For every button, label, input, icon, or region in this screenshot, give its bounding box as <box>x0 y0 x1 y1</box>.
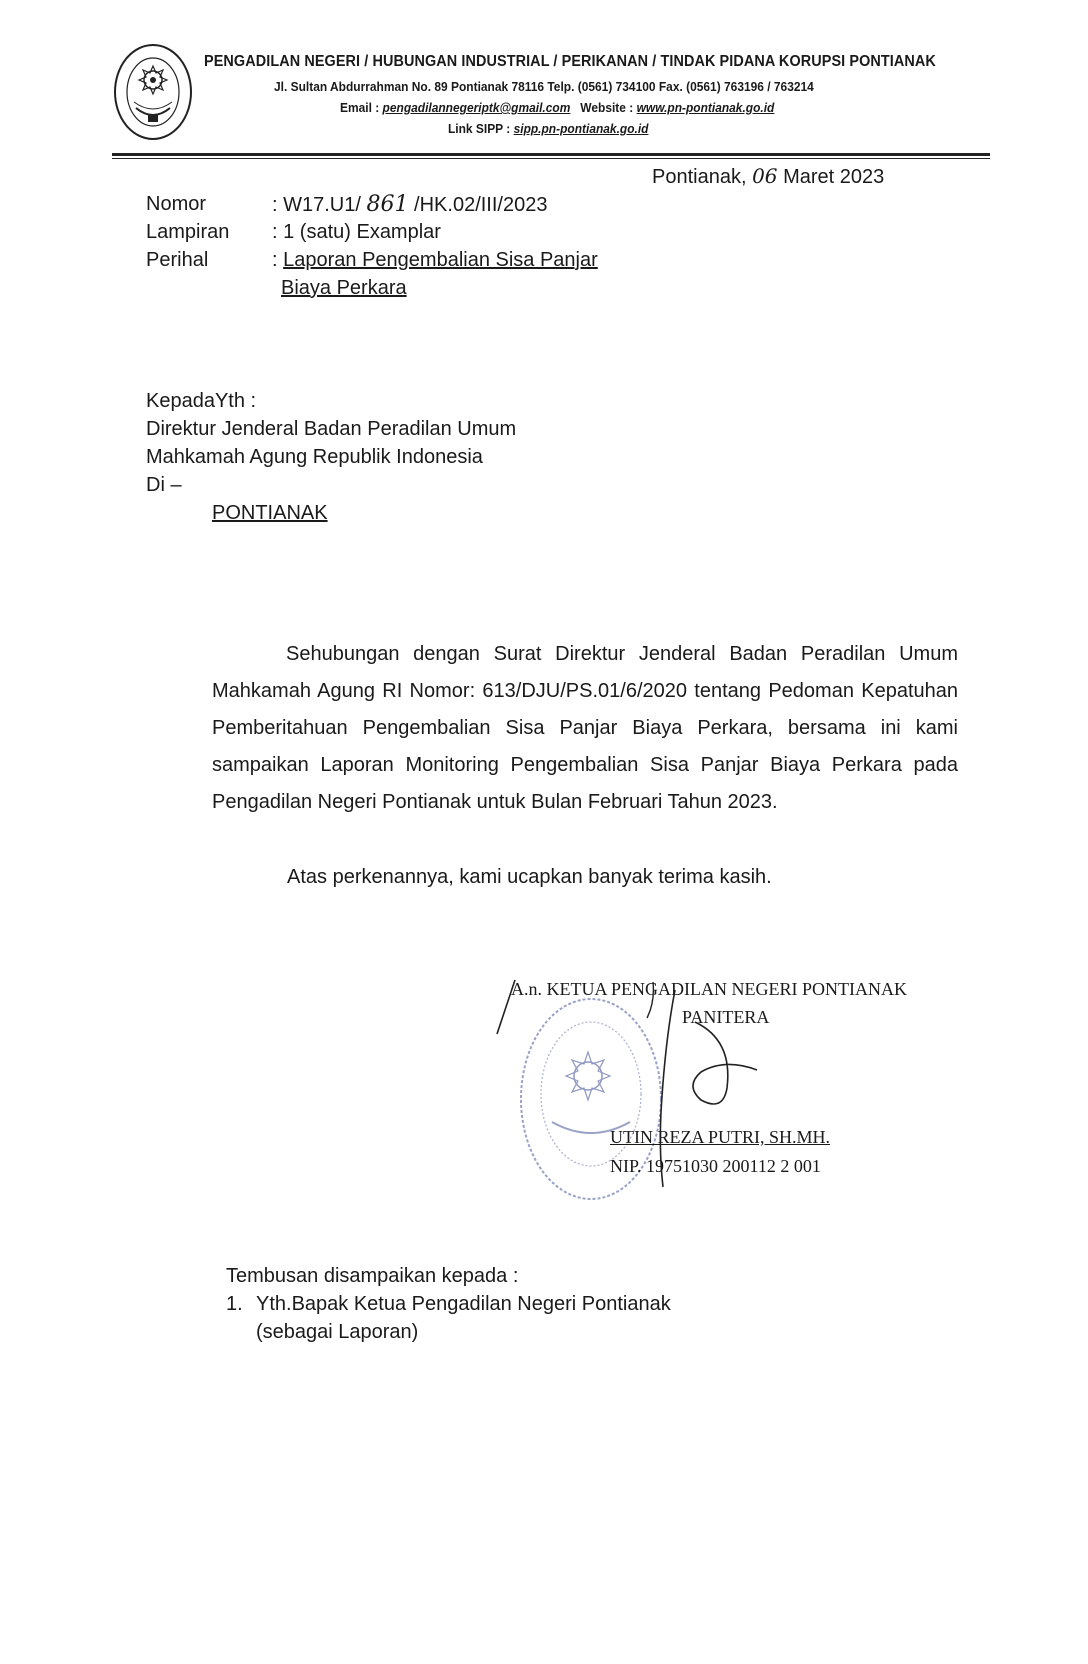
cc-item-number: 1. <box>226 1293 243 1315</box>
perihal-colon: : <box>272 249 278 271</box>
website-label: Website : <box>580 100 634 115</box>
signature-position: PANITERA <box>682 1007 770 1027</box>
nomor-suffix: /HK.02/III/2023 <box>414 194 548 216</box>
signatory-nip: NIP. 19751030 200112 2 001 <box>610 1156 821 1176</box>
date-prefix: Pontianak, <box>652 166 747 188</box>
court-logo <box>112 42 194 146</box>
letterhead-address: Jl. Sultan Abdurrahman No. 89 Pontianak 78116 Telp. (0561) 734100 Fax. (0561) 763196 / 763214 <box>274 79 814 94</box>
letterhead-title: PENGADILAN NEGERI / HUBUNGAN INDUSTRIAL / PERIKANAN / TINDAK PIDANA KORUPSI PONTIANAK <box>204 53 936 70</box>
signatory-name: UTIN REZA PUTRI, SH.MH. <box>610 1127 831 1147</box>
lampiran-value: : 1 (satu) Examplar <box>272 221 441 243</box>
recipient-city: PONTIANAK <box>212 502 328 524</box>
closing-line: Atas perkenannya, kami ucapkan banyak terima kasih. <box>287 866 772 888</box>
signature-title: A.n. KETUA PENGADILAN NEGERI PONTIANAK <box>511 979 907 999</box>
cc-heading: Tembusan disampaikan kepada : <box>226 1265 519 1287</box>
nomor-value <box>272 194 547 216</box>
perihal-line2: Biaya Perkara <box>281 277 407 299</box>
letterhead-rule <box>112 153 990 156</box>
letterhead-sipp <box>448 121 648 136</box>
nomor-prefix: : W17.U1/ <box>272 194 361 216</box>
letterhead-rule-thin <box>112 158 990 159</box>
perihal-line1: Laporan Pengembalian Sisa Panjar <box>283 249 598 271</box>
letter-date <box>652 166 884 187</box>
website-link[interactable]: www.pn-pontianak.go.id <box>636 100 775 115</box>
letterhead-contact <box>340 100 774 115</box>
nomor-label: Nomor <box>146 193 207 215</box>
recipient-salutation: KepadaYth : <box>146 390 257 412</box>
perihal-label: Perihal <box>146 249 209 271</box>
sipp-label: Link SIPP : <box>448 121 511 136</box>
date-day-handwritten: 06 <box>752 164 778 188</box>
lampiran-label: Lampiran <box>146 221 230 243</box>
body-paragraph <box>212 636 958 821</box>
email-label: Email : <box>340 100 380 115</box>
recipient-institution: Mahkamah Agung Republik Indonesia <box>146 446 483 468</box>
date-rest: Maret 2023 <box>783 166 885 188</box>
cc-item-text: Yth.Bapak Ketua Pengadilan Negeri Pontianak <box>256 1293 671 1315</box>
sipp-link[interactable]: sipp.pn-pontianak.go.id <box>513 121 649 136</box>
email-link[interactable]: pengadilannegeriptk@gmail.com <box>382 100 571 115</box>
recipient-di: Di – <box>146 474 182 496</box>
body-paragraph-1: Sehubungan dengan Surat Direktur Jenderal Badan Peradilan Umum Mahkamah Agung RI Nomor: 613/DJU/PS.01/6/2020 tentang Pedoman Kepatuhan Pemberitahuan Pengembalian Sisa Panjar Biaya Perkara, bersama ini kami sampaikan Laporan Monitoring Pengembalian Sisa Panjar Biaya Perkara pada Pengadilan Negeri Pontianak untuk Bulan Februari Tahun 2023. <box>212 643 958 813</box>
recipient-name: Direktur Jenderal Badan Peradilan Umum <box>146 418 517 440</box>
perihal-value <box>272 250 598 270</box>
nomor-handwritten: 861 <box>366 192 409 217</box>
cc-item-note: (sebagai Laporan) <box>256 1321 419 1343</box>
